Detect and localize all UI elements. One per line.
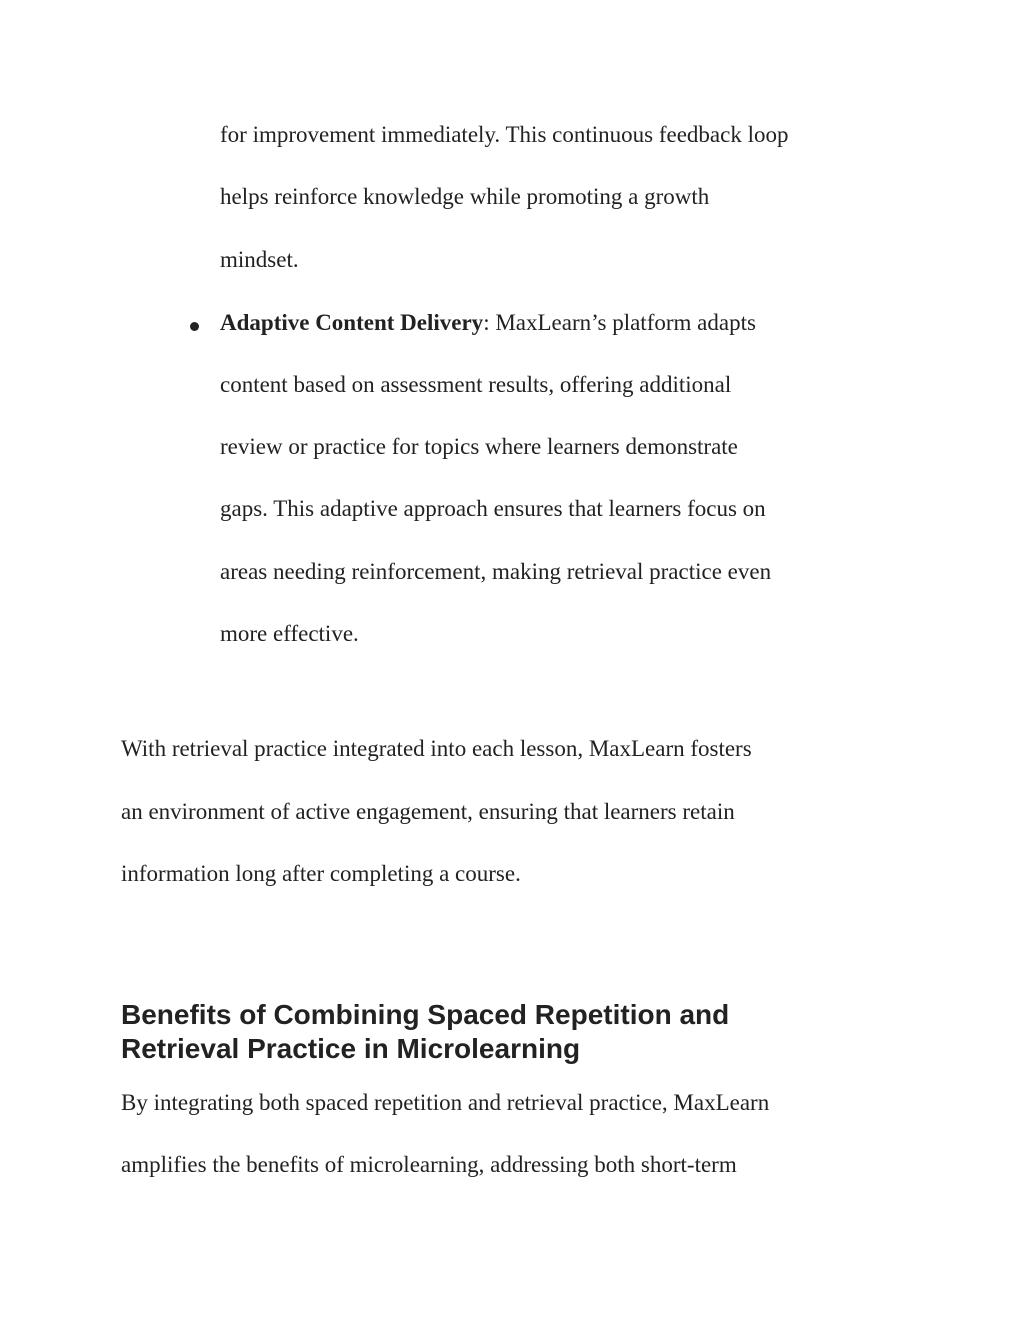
paragraph-line: With retrieval practice integrated into each lesson, MaxLearn fosters [121,736,752,761]
bullet-icon [190,322,199,331]
list-item-continuation-line: for improvement immediately. This continuous feedback loop [220,122,789,147]
list-item-text: : MaxLearn’s platform adapts [483,310,756,335]
paragraph-line: amplifies the benefits of microlearning, addressing both short-term [121,1152,737,1177]
list-item-adaptive-first-line [220,308,756,338]
paragraph-line: information long after completing a course. [121,861,521,886]
paragraph-line: an environment of active engagement, ensuring that learners retain [121,799,735,824]
section-heading-line: Benefits of Combining Spaced Repetition and [121,999,730,1030]
section-heading [121,998,921,1066]
list-item-continuation-line: helps reinforce knowledge while promoting a growth [220,184,710,209]
list-item-line: more effective. [220,621,359,646]
section-heading-line: Retrieval Practice in Microlearning [121,1033,581,1064]
paragraph-line: By integrating both spaced repetition and retrieval practice, MaxLearn [121,1090,770,1115]
list-item-line: content based on assessment results, offering additional [220,372,732,397]
list-item-term: Adaptive Content Delivery [220,310,484,335]
list-item-line: areas needing reinforcement, making retrieval practice even [220,559,772,584]
list-item-continuation-line: mindset. [220,247,299,272]
list-item-line: review or practice for topics where learners demonstrate [220,434,738,459]
list-item-line: gaps. This adaptive approach ensures that learners focus on [220,496,766,521]
